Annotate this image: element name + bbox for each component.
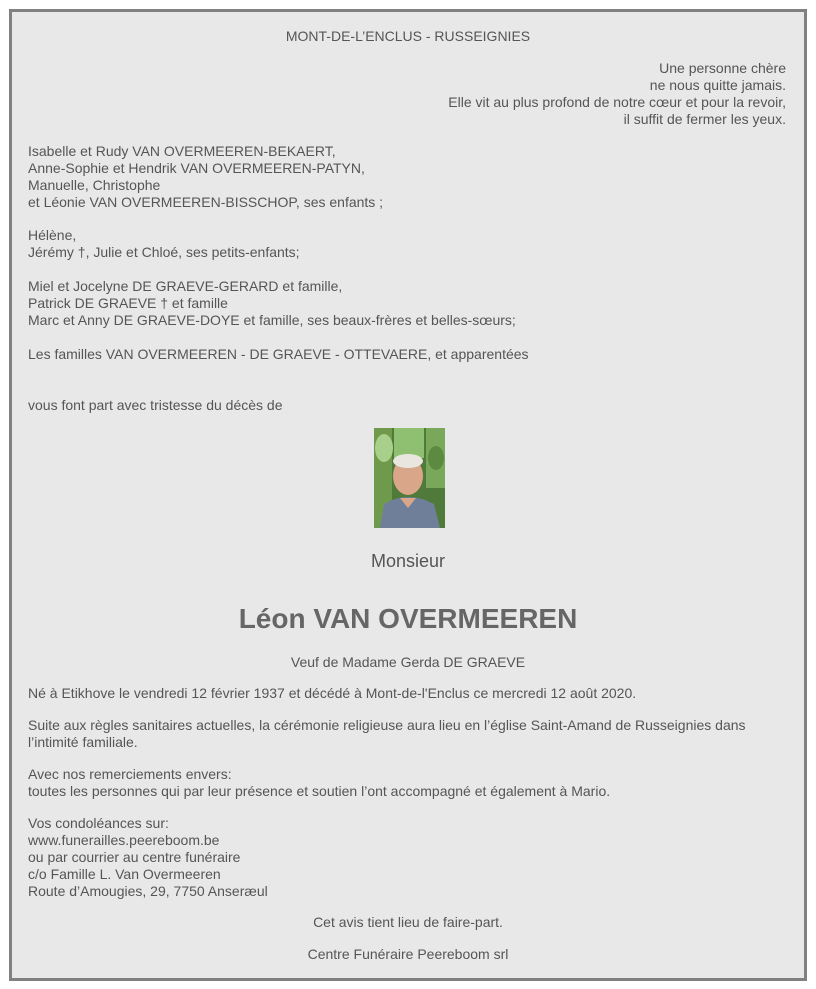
family-line: Jérémy †, Julie et Chloé, ses petits-enfants; [28,244,300,260]
birth-death-line: Né à Etikhove le vendredi 12 février 1937 et décédé à Mont-de-l'Enclus ce mercredi 12 août 2020. [28,685,637,701]
location-header: MONT-DE-L’ENCLUS - RUSSEIGNIES [285,28,531,44]
family-line: Manuelle, Christophe [28,177,161,193]
poem-line: il suffit de fermer les yeux. [623,111,786,127]
portrait-photo [374,428,445,528]
thanks-line: Avec nos remerciements envers: [28,766,232,782]
poem-line: ne nous quitte jamais. [649,77,786,93]
condolences-line: Vos condoléances sur: [28,815,169,831]
ceremony-line: l’intimité familiale. [28,734,138,750]
notice-line: Cet avis tient lieu de faire-part. [313,914,503,930]
condolences-line: ou par courrier au centre funéraire [28,849,241,865]
condolences-address: Route d’Amougies, 29, 7750 Anseræul [28,883,268,899]
announcement: vous font part avec tristesse du décès de [28,397,283,413]
death-notice-card [9,9,807,981]
family-line: Marc et Anny DE GRAEVE-DOYE et famille, ses beaux-frères et belles-sœurs; [28,312,516,328]
family-line: Hélène, [28,227,77,243]
poem-line: Une personne chère [659,60,786,76]
deceased-name: Léon VAN OVERMEEREN [238,603,578,634]
family-line: Anne-Sophie et Hendrik VAN OVERMEEREN-PATYN, [28,160,365,176]
deceased-title: Monsieur [370,551,446,571]
family-line: Patrick DE GRAEVE † et famille [28,295,228,311]
thanks-line: toutes les personnes qui par leur présence et soutien l’ont accompagné et également à Mario. [28,783,611,799]
ceremony-line: Suite aux règles sanitaires actuelles, la cérémonie religieuse aura lieu en l’église Saint-Amand de Russeignies dans [28,717,746,733]
family-line: Isabelle et Rudy VAN OVERMEEREN-BEKAERT, [28,143,336,159]
condolences-website: www.funerailles.peereboom.be [28,832,220,848]
family-line: et Léonie VAN OVERMEEREN-BISSCHOP, ses enfants ; [28,194,384,210]
family-line: Miel et Jocelyne DE GRAEVE-GERARD et famille, [28,278,343,294]
families-line: Les familles VAN OVERMEEREN - DE GRAEVE - OTTEVAERE, et apparentées [28,346,529,362]
condolences-line: c/o Famille L. Van Overmeeren [28,866,221,882]
poem-line: Elle vit au plus profond de notre cœur et pour la revoir, [448,94,786,110]
spouse-line: Veuf de Madame Gerda DE GRAEVE [290,654,526,670]
funeral-company: Centre Funéraire Peereboom srl [307,946,509,962]
